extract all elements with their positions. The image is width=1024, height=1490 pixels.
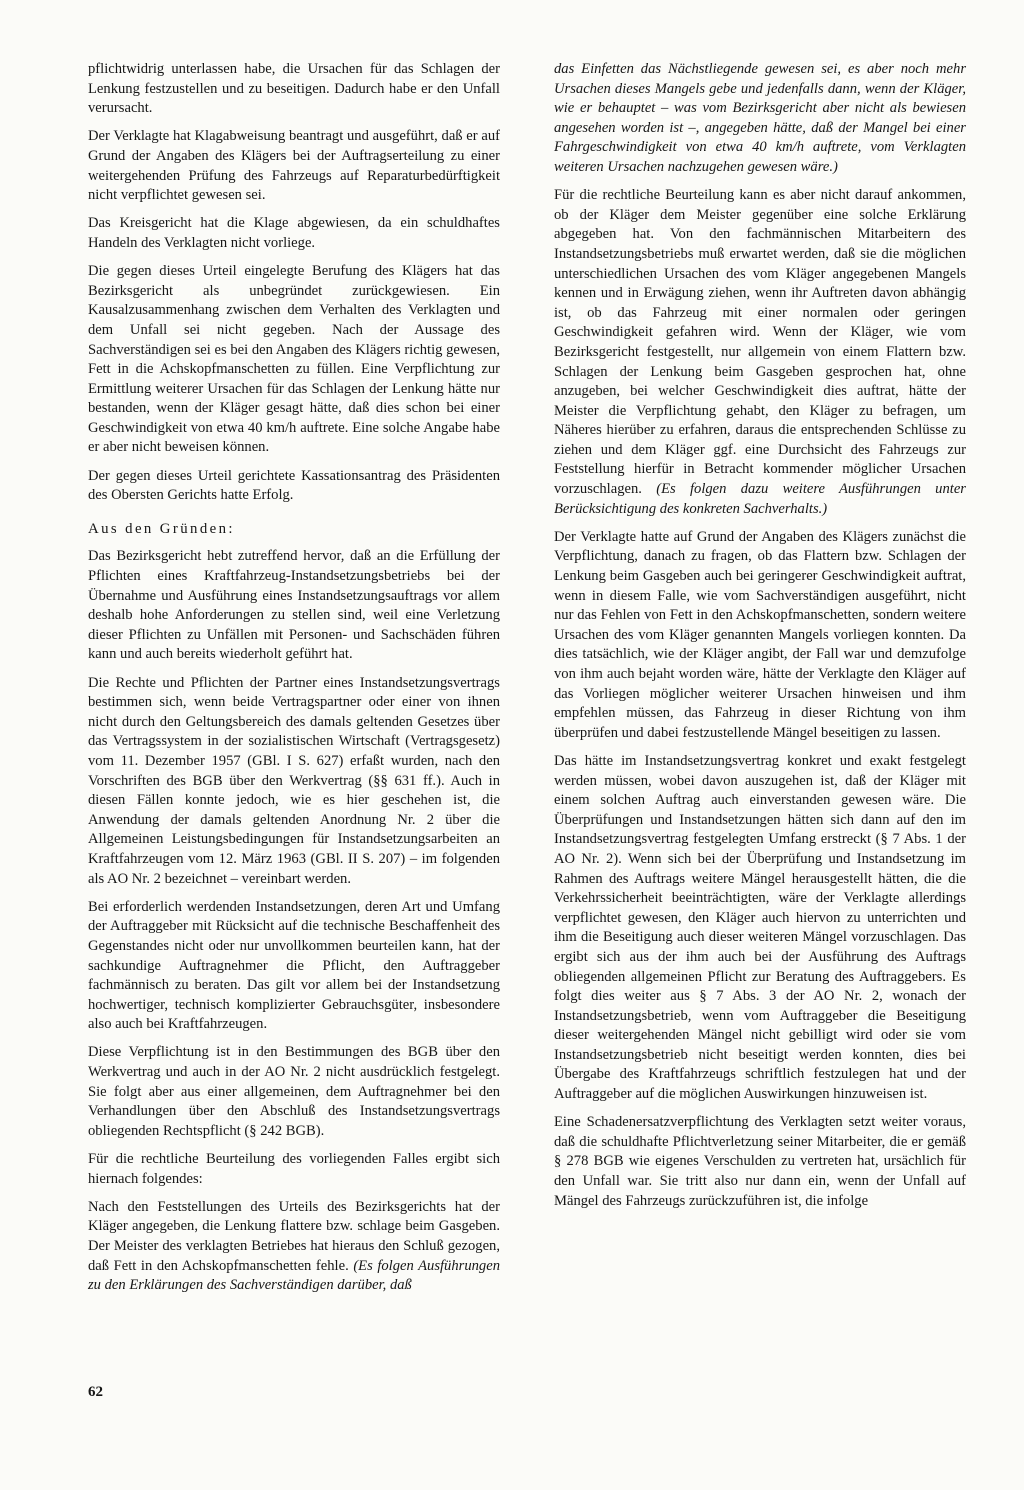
paragraph: Die Rechte und Pflichten der Partner eines Instandsetzungsvertrags bestimmen sich, wenn beide Vertragspartner oder einer von ihnen nicht durch den Geltungsbereich des damals geltenden Gesetzes über das Vertragssystem in der sozialistischen Wirtschaft (Vertragsgesetz) vom 11. Dezember 1957 (GBl. I S. 627) erfaßt wurden, nach den Vorschriften des BGB über den Werkvertrag (§§ 631 ff.). Auch in diesen Fällen konnte jedoch, wie es hier geschehen ist, die Anwendung der damals geltenden Anordnung Nr. 2 über die Allgemeinen Leistungsbedingungen für Instandsetzungsarbeiten an Kraftfahrzeugen vom 12. März 1963 (GBl. II S. 207) – im folgenden als AO Nr. 2 bezeichnet – vereinbart werden. [88,674,500,887]
paragraph: Der Verklagte hatte auf Grund der Angaben des Klägers zunächst die Verpflichtung, danach zu fragen, ob das Flattern bzw. Schlagen der Lenkung beim Gasgeben auch bei geringerer Geschwindigkeit auftrat, wenn in diesem Falle, wie vom Sachverständigen ausgeführt, nicht nur das Fehlen von Fett in den Achskopfmanschetten, sondern weitere Ursachen des vom Kläger genannten Mangels vorliegen konnten. Da dies tatsächlich, wie der Kläger angibt, der Fall war und demzufolge von ihm auch bejaht worden wäre, hätte der Verklagte den Kläger auf das Vorliegen möglicher weiterer Ursachen hinweisen und ihm empfehlen müssen, das Fahrzeug in dieser Richtung von ihm überprüfen und dabei festzustellende Mängel beseitigen zu lassen. [554,528,966,741]
editorial-note: (Es folgen dazu weitere Ausführungen unter Berücksichtigung des konkreten Sachverhalts.) [554,481,966,517]
paragraph [88,1198,500,1296]
page-number: 62 [88,1384,103,1400]
paragraph: Der Verklagte hat Klagabweisung beantragt und ausgeführt, daß er auf Grund der Angaben des Klägers bei der Auftragserteilung zu einer weitergehenden Prüfung des Fahrzeugs auf Reparaturbedürftigkeit nicht verpflichtet gewesen sei. [88,128,500,204]
paragraph: Das Bezirksgericht hebt zutreffend hervor, daß an die Erfüllung der Pflichten eines Kraftfahrzeug-Instandsetzungsbetriebs bei der Übernahme und Ausführung eines Instandsetzungsauftrags vor allem deshalb hohe Anforderungen zu stellen sind, weil eine Verletzung dieser Pflichten zu Unfällen mit Personen- und Sachschäden führen kann und auch bereits wiederholt geführt hat. [88,548,500,663]
paragraph: Das hätte im Instandsetzungsvertrag konkret und exakt festgelegt werden müssen, wobei davon auszugehen ist, daß der Kläger mit einem solchen Auftrag auch einverstanden gewesen wäre. Die Überprüfungen und Instandsetzungen hätten sich dann auf den im Instandsetzungsvertrag festgelegten Umfang erstreckt (§ 7 Abs. 1 der AO Nr. 2). Wenn sich bei der Überprüfung und Instandsetzung im Rahmen des Auftrags weitere Mängel herausgestellt hätten, die die Verkehrssicherheit beeinträchtigten, wäre der Verklagte allerdings verpflichtet gewesen, den Kläger auch hiervon zu unterrichten und ihm die Beseitigung auch dieser weiteren Mängel vorzuschlagen. Das ergibt sich aus der ihm auch bei der Ausführung des Auftrags obliegenden allgemeinen Pflicht zur Beratung des Auftraggebers. Es folgt dies weiter aus § 7 Abs. 3 der AO Nr. 2, wonach der Instandsetzungsbetrieb, wenn vom Auftraggeber die Beseitigung dieser weitergehenden Mängel nicht gebilligt wird oder sie vom Instandsetzungsbetrieb nicht beseitigt werden konnten, dies bei Übergabe des Kraftfahrzeugs schriftlich festzulegen hat und der Auftraggeber auf die möglichen Auswirkungen hinzuweisen ist. [554,752,966,1103]
paragraph: Der gegen dieses Urteil gerichtete Kassationsantrag des Präsidenten des Obersten Gerichts hatte Erfolg. [88,467,500,504]
editorial-note-continued: das Einfetten das Nächstliegende gewesen sei, es aber noch mehr Ursachen dieses Mangels gebe und jedenfalls dann, wenn der Kläger, wie er behauptet – was vom Bezirksgericht aber nicht als bewiesen angesehen worden ist –, angegeben hätte, daß der Mangel bei einer Fahrgeschwindigkeit von etwa 40 km/h auftrete, vom Verklagten weiteren Ursachen nachzugehen gewesen wäre.) [554,61,966,175]
paragraph: Eine Schadenersatzverpflichtung des Verklagten setzt weiter voraus, daß die schuldhafte Pflichtverletzung seiner Mitarbeiter, die er gemäß § 278 BGB wie eigenes Verschulden zu vertreten hat, ursächlich für den Unfall war. Sie tritt also nur dann ein, wenn der Unfall auf Mängel des Fahrzeugs zurückzuführen ist, die infolge [554,1114,966,1209]
paragraph: Das Kreisgericht hat die Klage abgewiesen, da ein schuldhaftes Handeln des Verklagten nicht vorliege. [88,215,500,251]
editorial-note: (Es folgen Ausführungen zu den Erklärungen des Sachverständigen darüber, daß [88,1257,500,1294]
paragraph-text: Nach den Feststellungen des Urteils des Bezirksgerichts hat der Kläger angegeben, die Lenkung flattere bzw. schlage beim Gasgeben. Der Meister des verklagten Betriebes hat hieraus den Schluß gezogen, daß Fett in den Achskopfmanschetten fehle. [88,1198,500,1274]
section-heading: Aus den Gründen: [88,520,235,537]
left-column [88,60,500,1304]
paragraph-text: Für die rechtliche Beurteilung kann es aber nicht darauf ankommen, ob der Kläger dem Meister gegenüber eine solche Erklärung abgegeben hat. Von den fachmännischen Mitarbeitern des Instandsetzungsbetriebs muß erwartet werden, daß sie die möglichen unterschiedlichen Ursachen des vom Kläger angegebenen Mangels kennen und in Erwägung ziehen, wenn ihr Auftreten davon abhängig ist, ob das Fahrzeug mit einer normalen oder geringen Geschwindigkeit gefahren wird. Wenn der Kläger, wie vom Bezirksgericht festgestellt, nur allgemein von einem Flattern bzw. Schlagen der Lenkung beim Gasgeben gesprochen hat, ohne anzugeben, bei welcher Geschwindigkeit dies auftrat, hätte der Meister die Verpflichtung gehabt, den Kläger zu befragen, um Näheres hierüber zu erfahren, daraus die entsprechenden Schlüsse zu ziehen und dem Kläger ggf. eine Durchsicht des Fahrzeugs zur Feststellung hierfür in Betracht kommender möglicher Ursachen vorzuschlagen. [554,187,966,498]
paragraph [554,186,966,519]
right-column [554,60,966,1220]
paragraph: Diese Verpflichtung ist in den Bestimmungen des BGB über den Werkvertrag und auch in der AO Nr. 2 nicht ausdrücklich festgelegt. Sie folgt aber aus einer allgemeinen, dem Auftragnehmer bei den Verhandlungen über den Abschluß des Instandsetzungsvertrags obliegenden Rechtspflicht (§ 242 BGB). [88,1044,500,1139]
paragraph: Bei erforderlich werdenden Instandsetzungen, deren Art und Umfang der Auftraggeber mit Rücksicht auf die technische Beschaffenheit des Gegenstandes nicht oder nur unvollkommen beurteilen kann, hat der sachkundige Auftragnehmer die Pflicht, den Auftraggeber fachmännisch zu beraten. Das gilt vor allem bei der Instandsetzung hochwertiger, technisch komplizierter Gebrauchsgüter, insbesondere also auch bei Kraftfahrzeugen. [88,898,500,1033]
paragraph: Für die rechtliche Beurteilung des vorliegenden Falles ergibt sich hiernach folgendes: [88,1151,500,1187]
paragraph: Die gegen dieses Urteil eingelegte Berufung des Klägers hat das Bezirksgericht als unbegründet zurückgewiesen. Ein Kausalzusammenhang zwischen dem Verhalten des Verklagten und dem Unfall sei nicht gegeben. Nach der Aussage des Sachverständigen sei es bei den Angaben des Klägers richtig gewesen, Fett in die Achskopfmanschetten zu füllen. Eine Verpflichtung zur Ermittlung weiterer Ursachen für das Schlagen der Lenkung hätte nur bestanden, wenn der Kläger gesagt hätte, daß dies schon bei einer Geschwindigkeit von etwa 40 km/h auftrete. Eine solche Angabe habe er aber nicht beweisen können. [88,263,500,456]
paragraph: pflichtwidrig unterlassen habe, die Ursachen für das Schlagen der Lenkung festzustellen und zu beseitigen. Dadurch habe er den Unfall verursacht. [88,61,500,117]
